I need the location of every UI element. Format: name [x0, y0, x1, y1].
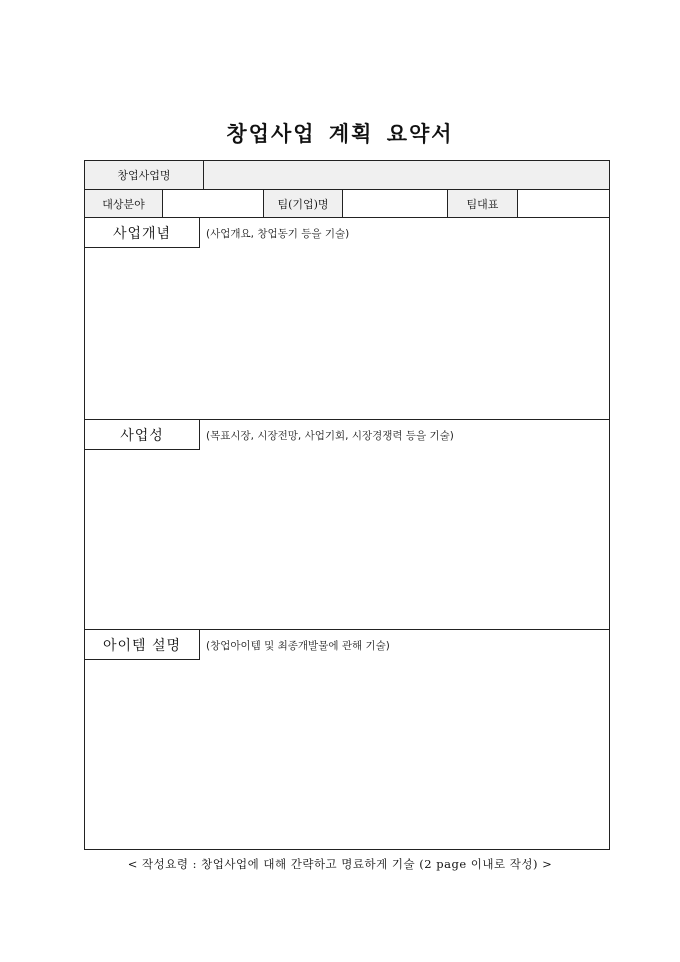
field-value[interactable] — [162, 190, 263, 217]
team-name-value[interactable] — [342, 190, 447, 217]
summary-form — [84, 160, 610, 850]
section-label: 아이템 설명 — [85, 630, 200, 660]
business-name-label: 창업사업명 — [85, 161, 203, 189]
section-label: 사업성 — [85, 420, 200, 450]
business-name-row — [85, 161, 609, 190]
section-hint: (사업개요, 창업동기 등을 기술) — [206, 228, 350, 240]
section-hint: (창업아이템 및 최종개발물에 관해 기술) — [206, 640, 390, 652]
info-row — [85, 190, 609, 218]
team-leader-value[interactable] — [517, 190, 609, 217]
team-leader-label: 팀대표 — [447, 190, 517, 217]
document-title: 창업사업 계획 요약서 — [226, 121, 454, 146]
business-name-field[interactable] — [203, 161, 609, 189]
section-hint: (목표시장, 시장전망, 사업기회, 시장경쟁력 등을 기술) — [206, 430, 454, 442]
section-label: 사업개념 — [85, 218, 200, 248]
section-item-description[interactable] — [85, 629, 609, 849]
writing-guideline: < 작성요령 : 창업사업에 대해 간략하고 명료하게 기술 (2 page 이내로 작성) > — [127, 857, 553, 871]
section-business-concept[interactable] — [85, 218, 609, 419]
field-label: 대상분야 — [85, 190, 162, 217]
team-name-label: 팀(기업)명 — [263, 190, 342, 217]
section-business-viability[interactable] — [85, 419, 609, 629]
